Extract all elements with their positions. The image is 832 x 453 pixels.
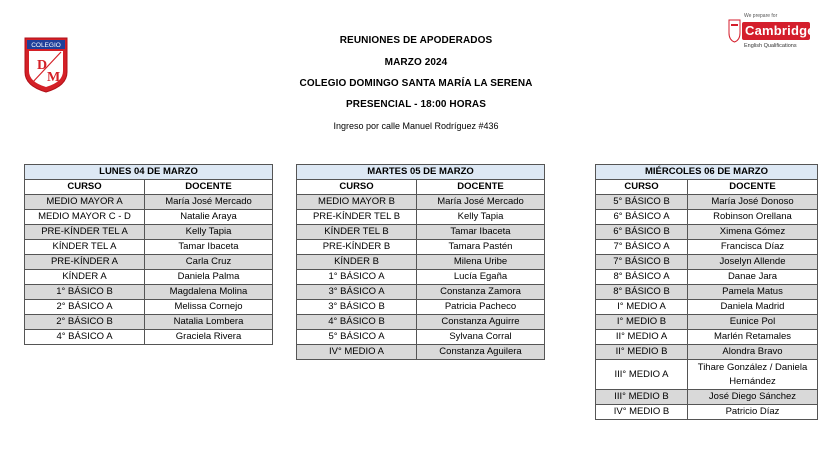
table-row: [596, 255, 818, 270]
curso-cell: 5° BÁSICO B: [596, 195, 688, 210]
curso-cell: 8° BÁSICO B: [596, 285, 688, 300]
docente-cell: Alondra Bravo: [688, 345, 818, 360]
curso-cell: 3° BÁSICO B: [297, 300, 417, 315]
schedule-table-wednesday: [595, 164, 818, 420]
curso-cell: 2° BÁSICO A: [25, 300, 145, 315]
table-row: [297, 300, 545, 315]
table-row: [297, 195, 545, 210]
curso-cell: KÍNDER TEL A: [25, 240, 145, 255]
curso-cell: 4° BÁSICO B: [297, 315, 417, 330]
docente-cell: Ximena Gómez: [688, 225, 818, 240]
docente-cell: Sylvana Corral: [417, 330, 545, 345]
title-line-2: MARZO 2024: [384, 57, 448, 68]
table-row: [25, 270, 273, 285]
table-row: [596, 240, 818, 255]
table-row: [297, 330, 545, 345]
docente-cell: Tamar Ibaceta: [417, 225, 545, 240]
docente-cell: Francisca Díaz: [688, 240, 818, 255]
table-row: [25, 240, 273, 255]
table-row: [596, 225, 818, 240]
docente-cell: Milena Uribe: [417, 255, 545, 270]
title-line-3: COLEGIO DOMINGO SANTA MARÍA LA SERENA: [299, 78, 533, 89]
curso-cell: 3° BÁSICO A: [297, 285, 417, 300]
table-row: [25, 255, 273, 270]
docente-cell: Robinson Orellana: [688, 210, 818, 225]
table-row: [297, 210, 545, 225]
table-row: [297, 255, 545, 270]
docente-cell: Joselyn Allende: [688, 255, 818, 270]
table-row: [596, 405, 818, 420]
curso-cell: III° MEDIO B: [596, 390, 688, 405]
table-row: [25, 300, 273, 315]
curso-cell: II° MEDIO A: [596, 330, 688, 345]
curso-cell: 6° BÁSICO A: [596, 210, 688, 225]
table-row: [596, 210, 818, 225]
table-row: [297, 240, 545, 255]
curso-cell: PRE-KÍNDER B: [297, 240, 417, 255]
docente-cell: Tamar Ibaceta: [145, 240, 273, 255]
curso-cell: MEDIO MAYOR A: [25, 195, 145, 210]
title-line-1: REUNIONES DE APODERADOS: [339, 35, 493, 46]
curso-cell: PRE-KÍNDER A: [25, 255, 145, 270]
table-row: [596, 390, 818, 405]
table-row: [25, 195, 273, 210]
schedule-table-monday: [24, 164, 273, 345]
docente-cell: Magdalena Molina: [145, 285, 273, 300]
table-row: [297, 315, 545, 330]
schedule-table-tuesday: [296, 164, 545, 360]
table-row: [297, 285, 545, 300]
docente-cell: María José Mercado: [417, 195, 545, 210]
curso-cell: 7° BÁSICO A: [596, 240, 688, 255]
curso-cell: 8° BÁSICO A: [596, 270, 688, 285]
table-row: [25, 285, 273, 300]
docente-cell: Constanza Aguirre: [417, 315, 545, 330]
curso-cell: 4° BÁSICO A: [25, 330, 145, 345]
docente-cell: Marlén Retamales: [688, 330, 818, 345]
table-row: [596, 330, 818, 345]
docente-cell: Carla Cruz: [145, 255, 273, 270]
curso-cell: MEDIO MAYOR B: [297, 195, 417, 210]
docente-cell: Kelly Tapia: [417, 210, 545, 225]
curso-cell: 1° BÁSICO B: [25, 285, 145, 300]
table-row: [596, 345, 818, 360]
table-row: [25, 330, 273, 345]
table-row: [596, 300, 818, 315]
docente-cell: Patricio Díaz: [688, 405, 818, 420]
cambridge-logo: [728, 13, 815, 55]
school-logo-text: COLEGIO: [31, 42, 61, 49]
curso-cell: 6° BÁSICO B: [596, 225, 688, 240]
table-row: [25, 225, 273, 240]
docente-cell: Pamela Matus: [688, 285, 818, 300]
docente-cell: Eunice Pol: [688, 315, 818, 330]
table-row: [297, 225, 545, 240]
curso-cell: I° MEDIO B: [596, 315, 688, 330]
docente-cell: Graciela Rivera: [145, 330, 273, 345]
day-title: MIÉRCOLES 06 DE MARZO: [596, 165, 818, 180]
table-row: [596, 315, 818, 330]
svg-text:D: D: [37, 58, 48, 73]
docente-cell: Daniela Madrid: [688, 300, 818, 315]
docente-cell: Danae Jara: [688, 270, 818, 285]
table-row: [297, 270, 545, 285]
docente-cell: Natalie Araya: [145, 210, 273, 225]
curso-cell: 1° BÁSICO A: [297, 270, 417, 285]
docente-cell: Patricia Pacheco: [417, 300, 545, 315]
curso-cell: I° MEDIO A: [596, 300, 688, 315]
cambridge-name: Cambridge: [745, 23, 815, 38]
docente-cell: Natalia Lombera: [145, 315, 273, 330]
column-header-curso: CURSO: [297, 180, 417, 195]
table-row: [596, 195, 818, 210]
day-title: LUNES 04 DE MARZO: [25, 165, 273, 180]
table-row: [25, 315, 273, 330]
curso-cell: KÍNDER B: [297, 255, 417, 270]
column-header-docente: DOCENTE: [145, 180, 273, 195]
curso-cell: IV° MEDIO B: [596, 405, 688, 420]
curso-cell: 7° BÁSICO B: [596, 255, 688, 270]
docente-cell: Constanza Zamora: [417, 285, 545, 300]
title-line-4: PRESENCIAL - 18:00 HORAS: [345, 99, 487, 110]
docente-cell: Tamara Pastén: [417, 240, 545, 255]
curso-cell: PRE-KÍNDER TEL B: [297, 210, 417, 225]
docente-cell: Constanza Aguilera: [417, 345, 545, 360]
curso-cell: KÍNDER TEL B: [297, 225, 417, 240]
table-row: [25, 210, 273, 225]
column-header-docente: DOCENTE: [417, 180, 545, 195]
table-row: [297, 345, 545, 360]
column-header-docente: DOCENTE: [688, 180, 818, 195]
curso-cell: IV° MEDIO A: [297, 345, 417, 360]
curso-cell: III° MEDIO A: [596, 360, 688, 390]
docente-cell: Lucía Egaña: [417, 270, 545, 285]
docente-cell: María José Mercado: [145, 195, 273, 210]
docente-cell: Tihare González / Daniela Hernández: [688, 360, 818, 390]
curso-cell: II° MEDIO B: [596, 345, 688, 360]
cambridge-tagline: We prepare for: [744, 13, 778, 19]
table-row: [596, 360, 818, 390]
curso-cell: MEDIO MAYOR C - D: [25, 210, 145, 225]
curso-cell: 5° BÁSICO A: [297, 330, 417, 345]
docente-cell: Melissa Cornejo: [145, 300, 273, 315]
curso-cell: PRE-KÍNDER TEL A: [25, 225, 145, 240]
table-row: [596, 285, 818, 300]
day-title: MARTES 05 DE MARZO: [297, 165, 545, 180]
entry-note: Ingreso por calle Manuel Rodríguez #436: [333, 121, 499, 131]
svg-text:M: M: [47, 70, 61, 85]
docente-cell: Daniela Palma: [145, 270, 273, 285]
docente-cell: María José Donoso: [688, 195, 818, 210]
docente-cell: José Diego Sánchez: [688, 390, 818, 405]
curso-cell: 2° BÁSICO B: [25, 315, 145, 330]
column-header-curso: CURSO: [25, 180, 145, 195]
table-row: [596, 270, 818, 285]
cambridge-subtitle: English Qualifications: [744, 43, 797, 49]
docente-cell: Kelly Tapia: [145, 225, 273, 240]
column-header-curso: CURSO: [596, 180, 688, 195]
curso-cell: KÍNDER A: [25, 270, 145, 285]
